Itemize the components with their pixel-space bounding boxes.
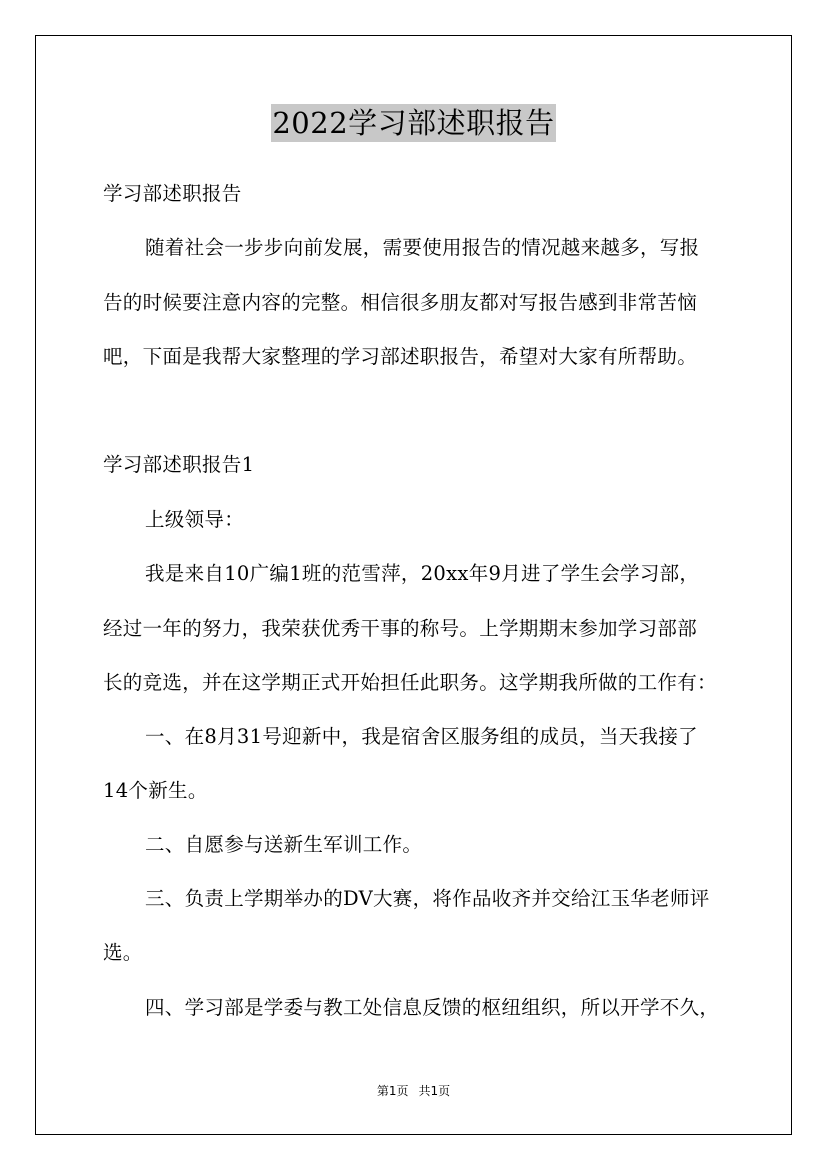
title-wrap — [0, 104, 827, 142]
document-subtitle: 学习部述职报告 — [103, 182, 242, 205]
body-line-6: 二、自愿参与送新生军训工作。 — [145, 833, 423, 856]
body-line-4: 一、在8月31号迎新中，我是宿舍区服务组的成员，当天我接了 — [145, 725, 698, 748]
body-line-2: 经过一年的努力，我荣获优秀干事的称号。上学期期末参加学习部部 — [103, 617, 698, 640]
intro-line-2: 告的时候要注意内容的完整。相信很多朋友都对写报告感到非常苦恼 — [103, 291, 698, 314]
footer-total-pages: 共1页 — [418, 1084, 451, 1098]
body-line-5: 14个新生。 — [103, 779, 208, 802]
page-footer — [0, 1083, 827, 1099]
body-line-8: 选。 — [103, 941, 143, 964]
section-heading: 学习部述职报告1 — [103, 453, 255, 476]
footer-page-number: 第1页 — [376, 1084, 409, 1098]
body-line-7: 三、负责上学期举办的DV大赛，将作品收齐并交给江玉华老师评 — [145, 887, 710, 910]
document-title: 2022学习部述职报告 — [272, 106, 555, 140]
salutation: 上级领导： — [145, 508, 245, 531]
body-line-9: 四、学习部是学委与教工处信息反馈的枢纽组织，所以开学不久， — [145, 996, 720, 1019]
body-line-1: 我是来自10广编1班的范雪萍，20xx年9月进了学生会学习部， — [145, 562, 700, 585]
intro-line-1: 随着社会一步步向前发展，需要使用报告的情况越来越多，写报 — [145, 236, 700, 259]
body-line-3: 长的竞选，并在这学期正式开始担任此职务。这学期我所做的工作有： — [103, 671, 717, 694]
intro-line-3: 吧，下面是我帮大家整理的学习部述职报告，希望对大家有所帮助。 — [103, 345, 698, 368]
